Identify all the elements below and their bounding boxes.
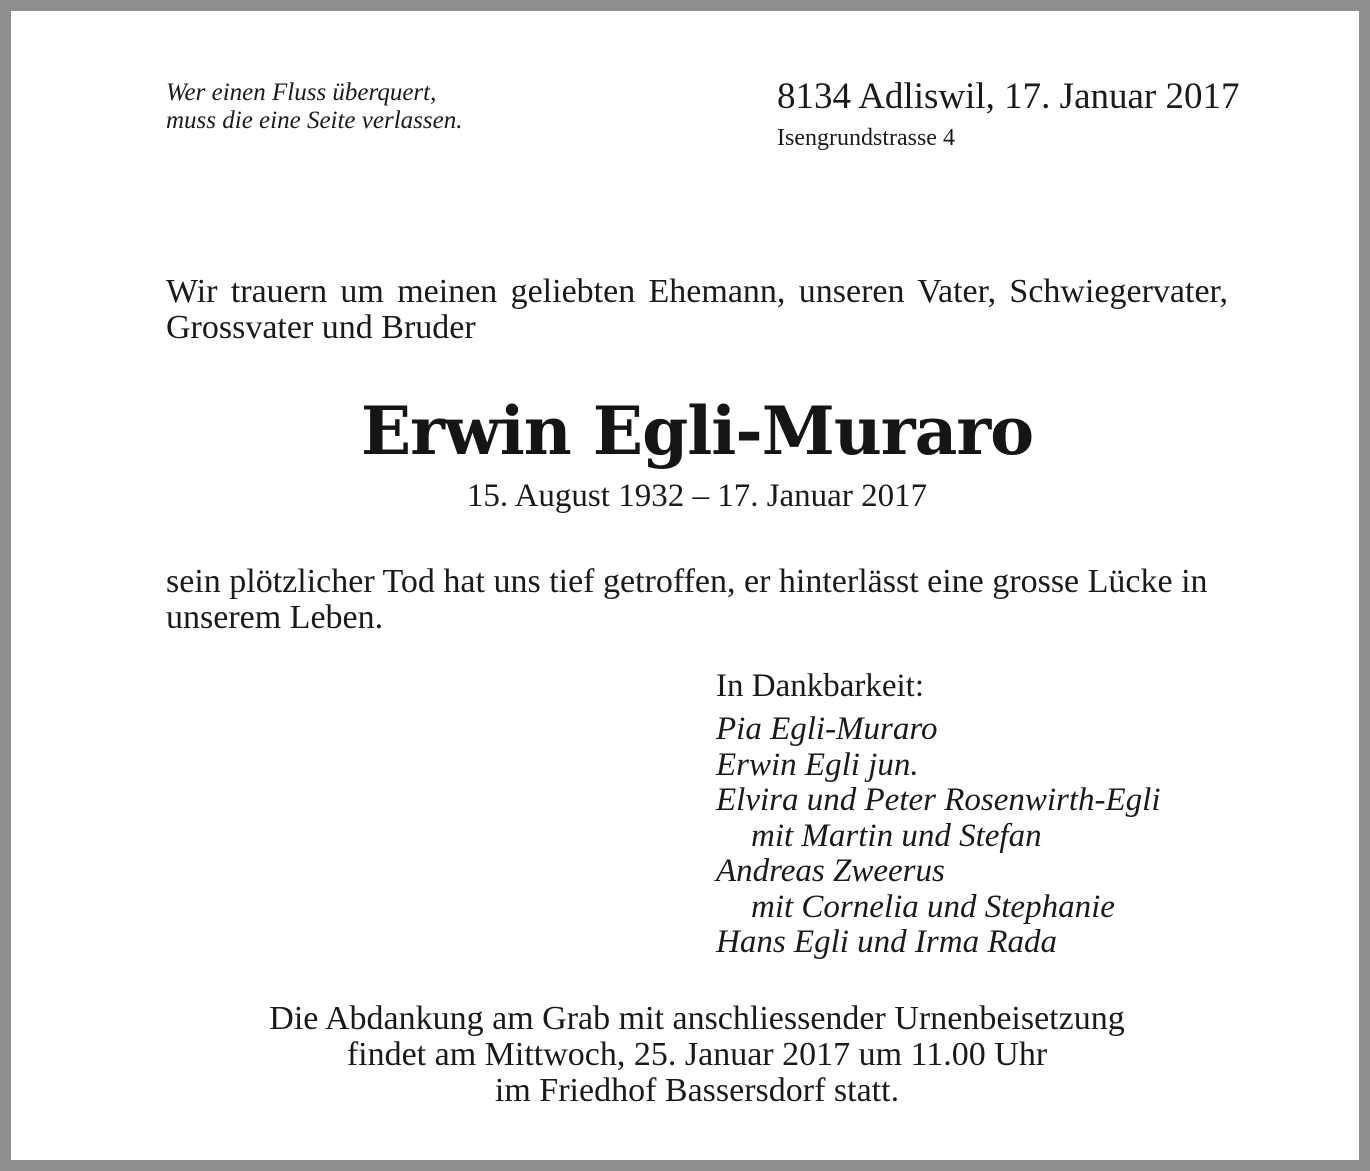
place-date: 8134 Adliswil, 17. Januar 2017 [777, 76, 1240, 117]
life-dates: 15. August 1932 – 17. Januar 2017 [466, 478, 928, 514]
ceremony-line-3: im Friedhof Bassersdorf statt. [494, 1072, 900, 1109]
mourners-list [716, 712, 1161, 961]
mourner-line: Andreas Zweerus [716, 853, 945, 889]
gratitude-label: In Dankbarkeit: [716, 668, 925, 704]
deceased-name: Erwin Egli-Muraro [360, 392, 1034, 470]
obituary-content [166, 11, 1240, 1161]
mourner-line: Elvira und Peter Rosenwirth-Egli [716, 782, 1161, 818]
loss-text: sein plötzlicher Tod hat uns tief getroffen, er hinterlässt eine grosse Lücke in unserem Leben. [166, 563, 1208, 636]
ceremony-line-2: findet am Mittwoch, 25. Januar 2017 um 11.00 Uhr [346, 1036, 1048, 1073]
ceremony-notice [166, 1001, 1228, 1109]
motto [166, 79, 462, 135]
mourner-line: mit Cornelia und Stephanie [751, 888, 1115, 925]
mourner-line: mit Martin und Stefan [751, 817, 1042, 854]
mourner-line: Pia Egli-Muraro [716, 711, 938, 747]
mourner-line: Erwin Egli jun. [716, 746, 919, 783]
motto-line-2: muss die eine Seite verlassen. [166, 107, 463, 134]
mourner-line: Hans Egli und Irma Rada [716, 924, 1057, 960]
address: Isengrundstrasse 4 [777, 125, 955, 151]
intro-text: Wir trauern um meinen geliebten Ehemann, unseren Vater, Schwiegervater, Grossvater und Bruder [166, 273, 1228, 346]
ceremony-line-1: Die Abdankung am Grab mit anschliessender Urnenbeisetzung [269, 1000, 1125, 1037]
motto-line-1: Wer einen Fluss überquert, [166, 79, 437, 106]
